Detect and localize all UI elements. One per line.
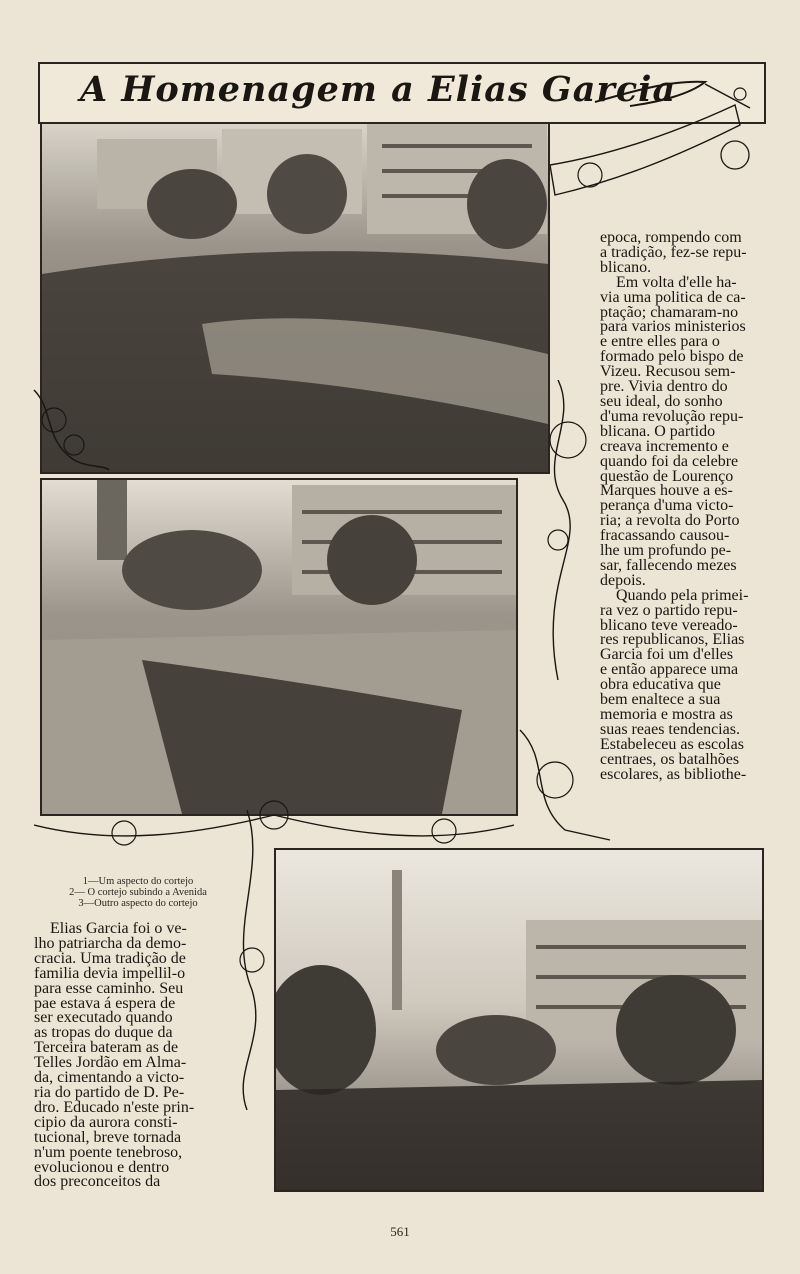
text-line: evolucionou e dentro	[34, 1158, 170, 1176]
text-line: suas reaes tendencias.	[600, 720, 740, 738]
text-line: dro. Educado n'este prin-	[34, 1098, 195, 1116]
text-line: blicano.	[600, 258, 652, 276]
caption-1: 1—Um aspecto do cortejo	[82, 876, 194, 887]
text-line: Vizeu. Recusou sem-	[600, 363, 736, 381]
caption-3: 3—Outro aspecto do cortejo	[78, 898, 198, 909]
text-line: Elias Garcia foi o ve-	[50, 920, 187, 937]
photo-procession-3	[274, 848, 764, 1192]
text-line: res republicanos, Elias	[600, 631, 745, 649]
text-line: da, cimentando a victo-	[34, 1069, 185, 1087]
text-line: Em volta d'elle ha-	[616, 273, 737, 291]
text-line: tucional, breve tornada	[34, 1128, 182, 1146]
text-line: fracassando causou-	[600, 527, 730, 545]
text-line: n'um poente tenebroso,	[34, 1143, 183, 1161]
text-line: Garcia foi um d'elles	[600, 646, 734, 664]
text-line: centraes, os batalhões	[600, 750, 740, 768]
text-line: e entre elles para o	[600, 333, 720, 351]
article-text-left-column	[34, 922, 216, 1190]
photo-procession-2	[40, 478, 518, 816]
text-line: Estabeleceu as escolas	[600, 735, 744, 753]
text-line: formado pelo bispo de	[600, 348, 744, 366]
text-line: cracia. Uma tradição de	[34, 949, 186, 967]
text-line: via uma politica de ca-	[600, 288, 746, 306]
floral-ornament	[24, 380, 114, 475]
vine-ornament	[518, 380, 598, 680]
text-line: Terceira bateram as de	[34, 1039, 179, 1057]
text-line: pre. Vivia dentro do	[600, 378, 728, 396]
page-title: A Homenagem a Elias Garcia	[80, 69, 677, 110]
text-line: pae estava á espera de	[34, 994, 176, 1012]
text-line: as tropas do duque da	[34, 1024, 173, 1042]
text-line: Marques houve a es-	[600, 482, 733, 500]
text-line: lho patriarcha da demo-	[34, 934, 187, 952]
text-line: perança d'uma victo-	[600, 497, 734, 515]
text-line: ria do partido de D. Pe-	[34, 1083, 185, 1101]
text-line: epoca, rompendo com	[600, 229, 742, 246]
text-line: obra educativa que	[600, 676, 721, 694]
text-line: ria; a revolta do Porto	[600, 512, 740, 530]
ribbon-ornament	[550, 95, 760, 225]
text-line: d'uma revolução repu-	[600, 407, 744, 425]
text-line: blicana. O partido	[600, 422, 716, 440]
vine-ornament-lower	[222, 810, 272, 1110]
text-line: sar, fallecendo mezes	[600, 556, 737, 574]
text-line: blicano teve vereado-	[600, 616, 738, 634]
text-line: creava incremento e	[600, 437, 729, 455]
page-number: 561	[390, 1224, 410, 1239]
text-line: lhe um profundo pe-	[600, 542, 732, 560]
text-line: bem enaltece a sua	[600, 691, 721, 709]
text-line: seu ideal, do sonho	[600, 392, 723, 410]
text-line: a tradição, fez-se repu-	[600, 243, 747, 261]
text-line: escolares, as bibliothe-	[600, 765, 747, 783]
text-line: ptação; chamaram-no	[600, 303, 739, 321]
text-line: ser executado quando	[34, 1009, 173, 1027]
text-line: para varios ministerios	[600, 318, 746, 336]
article-text-right-column	[600, 231, 768, 783]
text-line: e então apparece uma	[600, 661, 739, 679]
text-line: memoria e mostra as	[600, 706, 733, 723]
text-line: para esse caminho. Seu	[34, 979, 184, 997]
text-line: dos preconceitos da	[34, 1173, 161, 1191]
text-line: ra vez o partido repu-	[600, 601, 738, 619]
text-line: depois.	[600, 571, 646, 589]
photo-captions	[38, 876, 238, 909]
text-line: familia devia impellil-o	[34, 964, 186, 982]
text-line: cipio da aurora consti-	[34, 1113, 178, 1131]
text-line: quando foi da celebre	[600, 452, 739, 470]
photo-procession-1	[40, 122, 550, 474]
text-line: Telles Jordão em Alma-	[34, 1054, 187, 1072]
caption-2: 2— O cortejo subindo a Avenida	[69, 887, 207, 898]
text-line: Quando pela primei-	[616, 586, 749, 604]
text-line: questão de Lourenço	[600, 467, 734, 485]
